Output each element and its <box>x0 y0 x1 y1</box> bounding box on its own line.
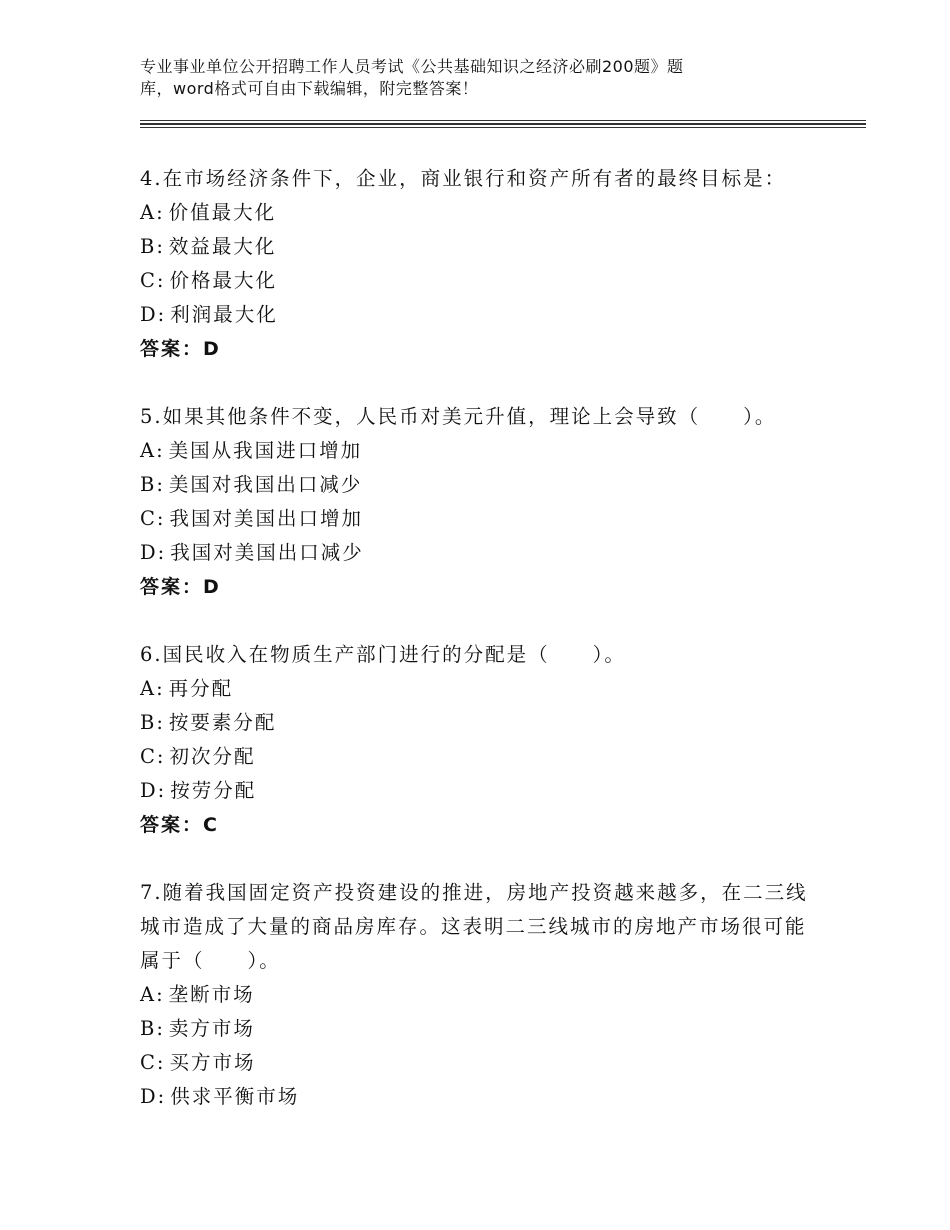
option-c: C: 我国对美国出口增加 <box>140 507 364 530</box>
question-stem: 4.在市场经济条件下，企业，商业银行和资产所有者的最终目标是： <box>140 167 787 190</box>
option-b: B: 效益最大化 <box>140 235 277 258</box>
option-d: D: 按劳分配 <box>140 779 257 802</box>
question-list <box>140 162 820 1148</box>
header-divider <box>140 127 866 128</box>
header-divider <box>140 123 866 125</box>
question-6 <box>140 638 820 842</box>
document-header <box>140 56 820 100</box>
header-divider <box>140 120 866 121</box>
option-d: D: 我国对美国出口减少 <box>140 541 364 564</box>
answer: 答案：C <box>140 814 219 836</box>
option-c: C: 买方市场 <box>140 1051 256 1074</box>
option-b: B: 美国对我国出口减少 <box>140 473 363 496</box>
option-c: C: 初次分配 <box>140 745 256 768</box>
header-line-2: 库，word格式可自由下载编辑，附完整答案！ <box>140 79 479 98</box>
question-4 <box>140 162 820 366</box>
option-d: D: 供求平衡市场 <box>140 1085 300 1108</box>
answer: 答案：D <box>140 576 221 598</box>
question-5 <box>140 400 820 604</box>
question-stem: 7.随着我国固定资产投资建设的推进，房地产投资越来越多，在二三线城市造成了大量的商品房库存。这表明二三线城市的房地产市场很可能属于（ ）。 <box>140 881 808 972</box>
option-a: A: 美国从我国进口增加 <box>140 439 363 462</box>
option-a: A: 垄断市场 <box>140 983 255 1006</box>
header-line-1: 专业事业单位公开招聘工作人员考试《公共基础知识之经济必刷200题》题 <box>140 57 684 76</box>
option-b: B: 卖方市场 <box>140 1017 255 1040</box>
option-b: B: 按要素分配 <box>140 711 277 734</box>
option-a: A: 再分配 <box>140 677 234 700</box>
option-a: A: 价值最大化 <box>140 201 277 224</box>
answer: 答案：D <box>140 338 221 360</box>
question-stem: 6.国民收入在物质生产部门进行的分配是（ ）。 <box>140 643 626 666</box>
question-stem: 5.如果其他条件不变，人民币对美元升值，理论上会导致（ ）。 <box>140 405 777 428</box>
option-d: D: 利润最大化 <box>140 303 278 326</box>
option-c: C: 价格最大化 <box>140 269 278 292</box>
question-7 <box>140 876 820 1114</box>
